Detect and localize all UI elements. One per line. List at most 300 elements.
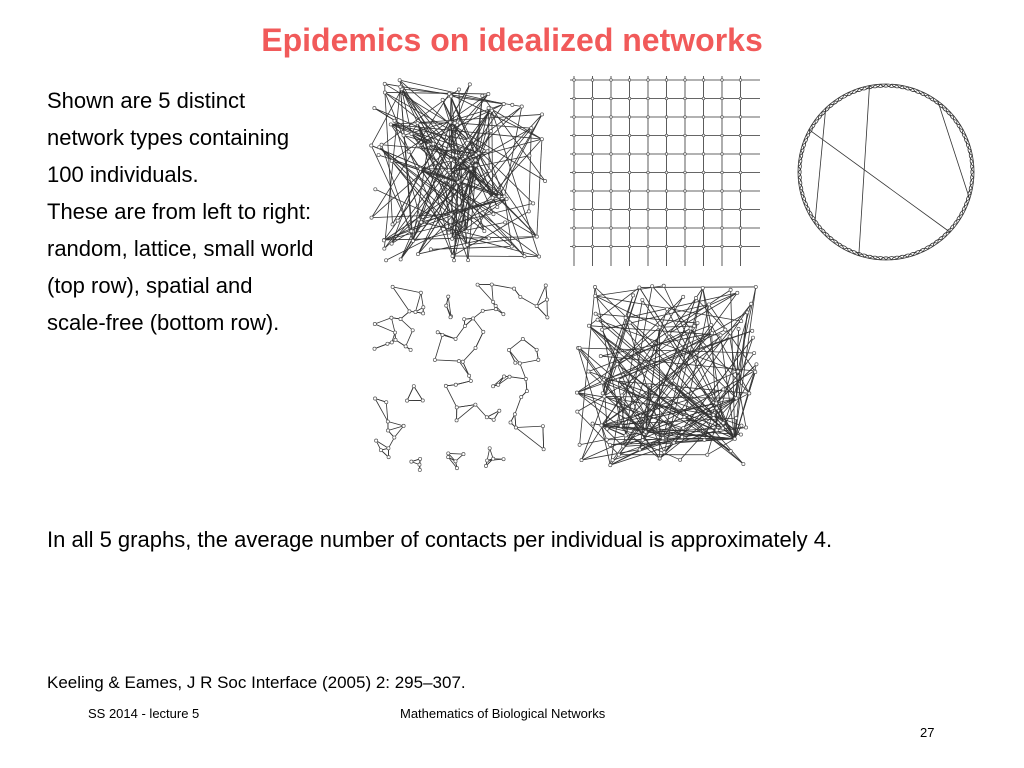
network-edge <box>973 161 974 167</box>
network-node <box>573 79 576 82</box>
network-node <box>458 121 461 124</box>
network-edge <box>516 428 544 450</box>
summary-text: In all 5 graphs, the average number of contacts per individual is approximately 4. <box>47 527 833 552</box>
network-node <box>693 324 696 327</box>
network-node <box>753 351 756 354</box>
network-node <box>593 285 596 288</box>
network-node <box>498 409 501 412</box>
network-node <box>453 121 456 124</box>
network-edge <box>520 360 538 363</box>
network-node <box>389 123 392 126</box>
network-node <box>488 169 491 172</box>
network-node <box>710 323 713 326</box>
network-node <box>545 298 548 301</box>
network-node <box>467 139 470 142</box>
network-node <box>665 171 668 174</box>
network-edge <box>543 426 544 449</box>
network-node <box>647 245 650 248</box>
network-node <box>378 146 381 149</box>
network-node <box>452 259 455 262</box>
network-node <box>386 342 389 345</box>
random-network-graph <box>366 76 554 266</box>
network-node <box>702 171 705 174</box>
network-node <box>665 190 668 193</box>
network-node <box>739 97 742 100</box>
network-node <box>684 208 687 211</box>
network-edge <box>509 339 523 350</box>
network-node <box>648 384 651 387</box>
network-node <box>647 79 650 82</box>
network-node <box>601 381 604 384</box>
network-node <box>610 190 613 193</box>
network-node <box>508 375 511 378</box>
network-node <box>591 171 594 174</box>
network-node <box>707 303 710 306</box>
network-node <box>616 378 619 381</box>
network-node <box>454 383 457 386</box>
network-node <box>405 399 408 402</box>
network-edge <box>582 432 646 460</box>
network-node <box>510 245 513 248</box>
network-edge <box>421 293 423 307</box>
network-node <box>729 288 732 291</box>
network-node <box>746 311 749 314</box>
network-node <box>465 230 468 233</box>
network-node <box>474 346 477 349</box>
network-node <box>628 153 631 156</box>
network-node <box>514 426 517 429</box>
network-node <box>683 416 686 419</box>
network-node <box>739 153 742 156</box>
network-node <box>454 154 457 157</box>
network-node <box>733 437 736 440</box>
network-node <box>502 375 505 378</box>
network-node <box>573 245 576 248</box>
slide-title: Epidemics on idealized networks <box>261 22 763 58</box>
network-node <box>410 230 413 233</box>
network-node <box>703 438 706 441</box>
network-node <box>573 227 576 230</box>
network-node <box>390 242 393 245</box>
network-node <box>616 362 619 365</box>
network-node <box>524 377 527 380</box>
network-node <box>680 435 683 438</box>
network-node <box>535 348 538 351</box>
network-edge <box>463 362 469 376</box>
network-node <box>576 410 579 413</box>
network-node <box>573 208 576 211</box>
network-edge <box>815 108 826 224</box>
network-node <box>383 247 386 250</box>
network-node <box>496 205 499 208</box>
network-node <box>399 317 402 320</box>
network-node <box>696 321 699 324</box>
network-node <box>628 190 631 193</box>
network-node <box>449 316 452 319</box>
network-node <box>739 245 742 248</box>
network-node <box>679 458 682 461</box>
network-node <box>591 245 594 248</box>
network-edge <box>515 397 521 414</box>
intro-line: random, lattice, small world <box>47 236 314 261</box>
network-node <box>463 155 466 158</box>
network-node <box>502 313 505 316</box>
network-node <box>492 213 495 216</box>
network-node <box>684 171 687 174</box>
network-node <box>755 363 758 366</box>
network-node <box>382 239 385 242</box>
network-node <box>628 97 631 100</box>
network-node <box>702 227 705 230</box>
network-node <box>419 457 422 460</box>
network-node <box>665 227 668 230</box>
network-node <box>573 153 576 156</box>
network-node <box>603 395 606 398</box>
network-node <box>525 389 528 392</box>
network-node <box>402 424 405 427</box>
network-node <box>462 453 465 456</box>
network-node <box>684 97 687 100</box>
network-node <box>573 171 576 174</box>
network-node <box>594 312 597 315</box>
network-node <box>721 153 724 156</box>
network-node <box>468 83 471 86</box>
network-node <box>721 227 724 230</box>
network-node <box>457 180 460 183</box>
network-node <box>573 97 576 100</box>
network-edge <box>475 405 486 418</box>
network-node <box>375 439 378 442</box>
network-node <box>451 237 454 240</box>
network-node <box>374 188 377 191</box>
intro-line: scale-free (bottom row). <box>47 310 280 335</box>
network-node <box>736 370 739 373</box>
network-node <box>651 285 654 288</box>
network-node <box>724 328 727 331</box>
network-edge <box>489 108 490 171</box>
network-node <box>715 429 718 432</box>
network-node <box>489 130 492 133</box>
network-node <box>742 462 745 465</box>
network-node <box>537 358 540 361</box>
network-edge <box>446 386 457 407</box>
network-edge <box>859 86 870 256</box>
network-node <box>418 468 421 471</box>
network-node <box>596 318 599 321</box>
network-node <box>658 457 661 460</box>
network-node <box>665 79 668 82</box>
network-node <box>391 223 394 226</box>
network-node <box>684 116 687 119</box>
network-node <box>610 116 613 119</box>
network-node <box>665 97 668 100</box>
network-node <box>492 385 495 388</box>
network-node <box>494 308 497 311</box>
network-node <box>729 450 732 453</box>
network-node <box>580 458 583 461</box>
network-node <box>514 361 517 364</box>
network-node <box>530 127 533 130</box>
network-node <box>485 416 488 419</box>
network-node <box>739 190 742 193</box>
lattice-network-graph <box>570 76 760 266</box>
network-node <box>457 359 460 362</box>
network-node <box>474 164 477 167</box>
network-node <box>591 208 594 211</box>
network-node <box>490 283 493 286</box>
network-node <box>370 216 373 219</box>
network-node <box>751 329 754 332</box>
network-node <box>411 239 414 242</box>
network-node <box>601 392 604 395</box>
network-node <box>503 195 506 198</box>
network-node <box>628 321 631 324</box>
network-node <box>542 448 545 451</box>
network-node <box>384 259 387 262</box>
network-node <box>391 285 394 288</box>
network-node <box>638 448 641 451</box>
network-node <box>578 443 581 446</box>
spatial-network-graph <box>364 278 558 478</box>
network-node <box>591 153 594 156</box>
network-node <box>721 245 724 248</box>
network-node <box>385 401 388 404</box>
network-node <box>739 79 742 82</box>
network-edge <box>578 348 754 353</box>
network-edge <box>492 285 493 302</box>
network-edge <box>407 386 414 400</box>
network-node <box>702 134 705 137</box>
network-node <box>507 348 510 351</box>
small-world-network-graph <box>787 74 985 270</box>
network-node <box>578 346 581 349</box>
network-node <box>390 316 393 319</box>
network-edge <box>546 285 547 299</box>
network-node <box>591 116 594 119</box>
intro-line: (top row), spatial and <box>47 273 253 298</box>
network-node <box>483 229 486 232</box>
network-node <box>684 245 687 248</box>
network-edge <box>515 414 516 427</box>
network-node <box>433 358 436 361</box>
network-node <box>740 424 743 427</box>
network-node <box>407 150 410 153</box>
network-node <box>455 406 458 409</box>
network-edge <box>478 285 494 302</box>
network-node <box>728 335 731 338</box>
network-node <box>387 456 390 459</box>
network-node <box>610 208 613 211</box>
network-node <box>399 85 402 88</box>
network-node <box>535 235 538 238</box>
network-node <box>744 426 747 429</box>
network-edge <box>448 453 463 454</box>
network-node <box>441 98 444 101</box>
network-node <box>373 107 376 110</box>
network-node <box>544 284 547 287</box>
network-node <box>721 190 724 193</box>
network-node <box>459 159 462 162</box>
network-node <box>487 92 490 95</box>
network-node <box>523 255 526 258</box>
network-node <box>624 434 627 437</box>
network-node <box>638 286 641 289</box>
intro-line: network types containing <box>47 125 290 150</box>
network-node <box>454 337 457 340</box>
network-node <box>611 459 614 462</box>
network-node <box>628 116 631 119</box>
network-node <box>702 208 705 211</box>
network-node <box>455 467 458 470</box>
network-node <box>410 460 413 463</box>
network-node <box>537 255 540 258</box>
network-node <box>684 134 687 137</box>
network-node <box>605 438 608 441</box>
network-node <box>447 455 450 458</box>
network-node <box>492 457 495 460</box>
network-edge <box>492 111 493 198</box>
network-node <box>644 430 647 433</box>
network-node <box>665 208 668 211</box>
network-node <box>694 296 697 299</box>
network-node <box>445 304 448 307</box>
network-node <box>386 420 389 423</box>
network-node <box>420 221 423 224</box>
network-node <box>469 379 472 382</box>
network-node <box>476 283 479 286</box>
network-node <box>414 310 417 313</box>
network-node <box>682 295 685 298</box>
network-node <box>670 379 673 382</box>
network-edge <box>431 246 512 249</box>
network-node <box>754 370 757 373</box>
network-node <box>628 171 631 174</box>
network-node <box>457 88 460 91</box>
network-edge <box>463 348 476 362</box>
network-node <box>411 329 414 332</box>
network-node <box>450 158 453 161</box>
network-node <box>606 427 609 430</box>
network-node <box>591 190 594 193</box>
network-edge <box>809 130 950 233</box>
network-node <box>735 397 738 400</box>
network-node <box>647 134 650 137</box>
network-node <box>706 453 709 456</box>
network-node <box>721 116 724 119</box>
network-node <box>573 190 576 193</box>
network-edge <box>537 139 542 236</box>
network-node <box>441 333 444 336</box>
network-node <box>481 94 484 97</box>
network-node <box>528 154 531 157</box>
network-node <box>665 134 668 137</box>
network-node <box>447 231 450 234</box>
network-node <box>715 402 718 405</box>
network-node <box>410 132 413 135</box>
network-node <box>750 302 753 305</box>
network-node <box>519 295 522 298</box>
network-node <box>736 291 739 294</box>
network-node <box>672 441 675 444</box>
network-node <box>518 362 521 365</box>
network-node <box>591 97 594 100</box>
network-edge <box>510 377 526 379</box>
network-node <box>543 179 546 182</box>
network-node <box>488 447 491 450</box>
network-node <box>444 384 447 387</box>
network-node <box>444 179 447 182</box>
network-node <box>422 312 425 315</box>
network-node <box>436 331 439 334</box>
network-node <box>541 425 544 428</box>
network-node <box>739 433 742 436</box>
network-node <box>661 437 664 440</box>
network-edge <box>520 363 526 379</box>
network-node <box>610 97 613 100</box>
network-node <box>608 443 611 446</box>
network-node <box>617 453 620 456</box>
network-node <box>527 210 530 213</box>
network-node <box>463 318 466 321</box>
network-edge <box>483 309 496 311</box>
network-node <box>450 213 453 216</box>
network-node <box>377 153 380 156</box>
network-node <box>722 388 725 391</box>
network-node <box>497 195 500 198</box>
network-edge <box>798 178 799 184</box>
network-node <box>486 459 489 462</box>
network-node <box>610 171 613 174</box>
network-edge <box>476 332 484 348</box>
network-node <box>587 370 590 373</box>
network-node <box>502 458 505 461</box>
network-node <box>540 138 543 141</box>
network-node <box>429 248 432 251</box>
network-node <box>739 171 742 174</box>
network-edge <box>669 293 737 334</box>
scale-free-network-graph <box>570 278 764 478</box>
network-node <box>484 464 487 467</box>
network-node <box>461 360 464 363</box>
network-edge <box>523 339 537 350</box>
network-edge <box>435 335 443 360</box>
network-edge <box>875 84 881 85</box>
network-node <box>520 395 523 398</box>
network-node <box>390 159 393 162</box>
network-node <box>721 97 724 100</box>
network-node <box>672 385 675 388</box>
network-node <box>504 221 507 224</box>
network-node <box>702 79 705 82</box>
network-node <box>689 327 692 330</box>
network-node <box>497 383 500 386</box>
network-node <box>721 79 724 82</box>
network-node <box>739 208 742 211</box>
network-node <box>492 418 495 421</box>
page-number: 27 <box>920 725 935 740</box>
network-node <box>466 243 469 246</box>
network-node <box>373 347 376 350</box>
network-node <box>535 304 538 307</box>
network-node <box>591 79 594 82</box>
network-node <box>641 298 644 301</box>
network-node <box>416 121 419 124</box>
network-node <box>494 304 497 307</box>
network-node <box>682 426 685 429</box>
network-node <box>739 116 742 119</box>
network-node <box>546 316 549 319</box>
network-node <box>702 153 705 156</box>
